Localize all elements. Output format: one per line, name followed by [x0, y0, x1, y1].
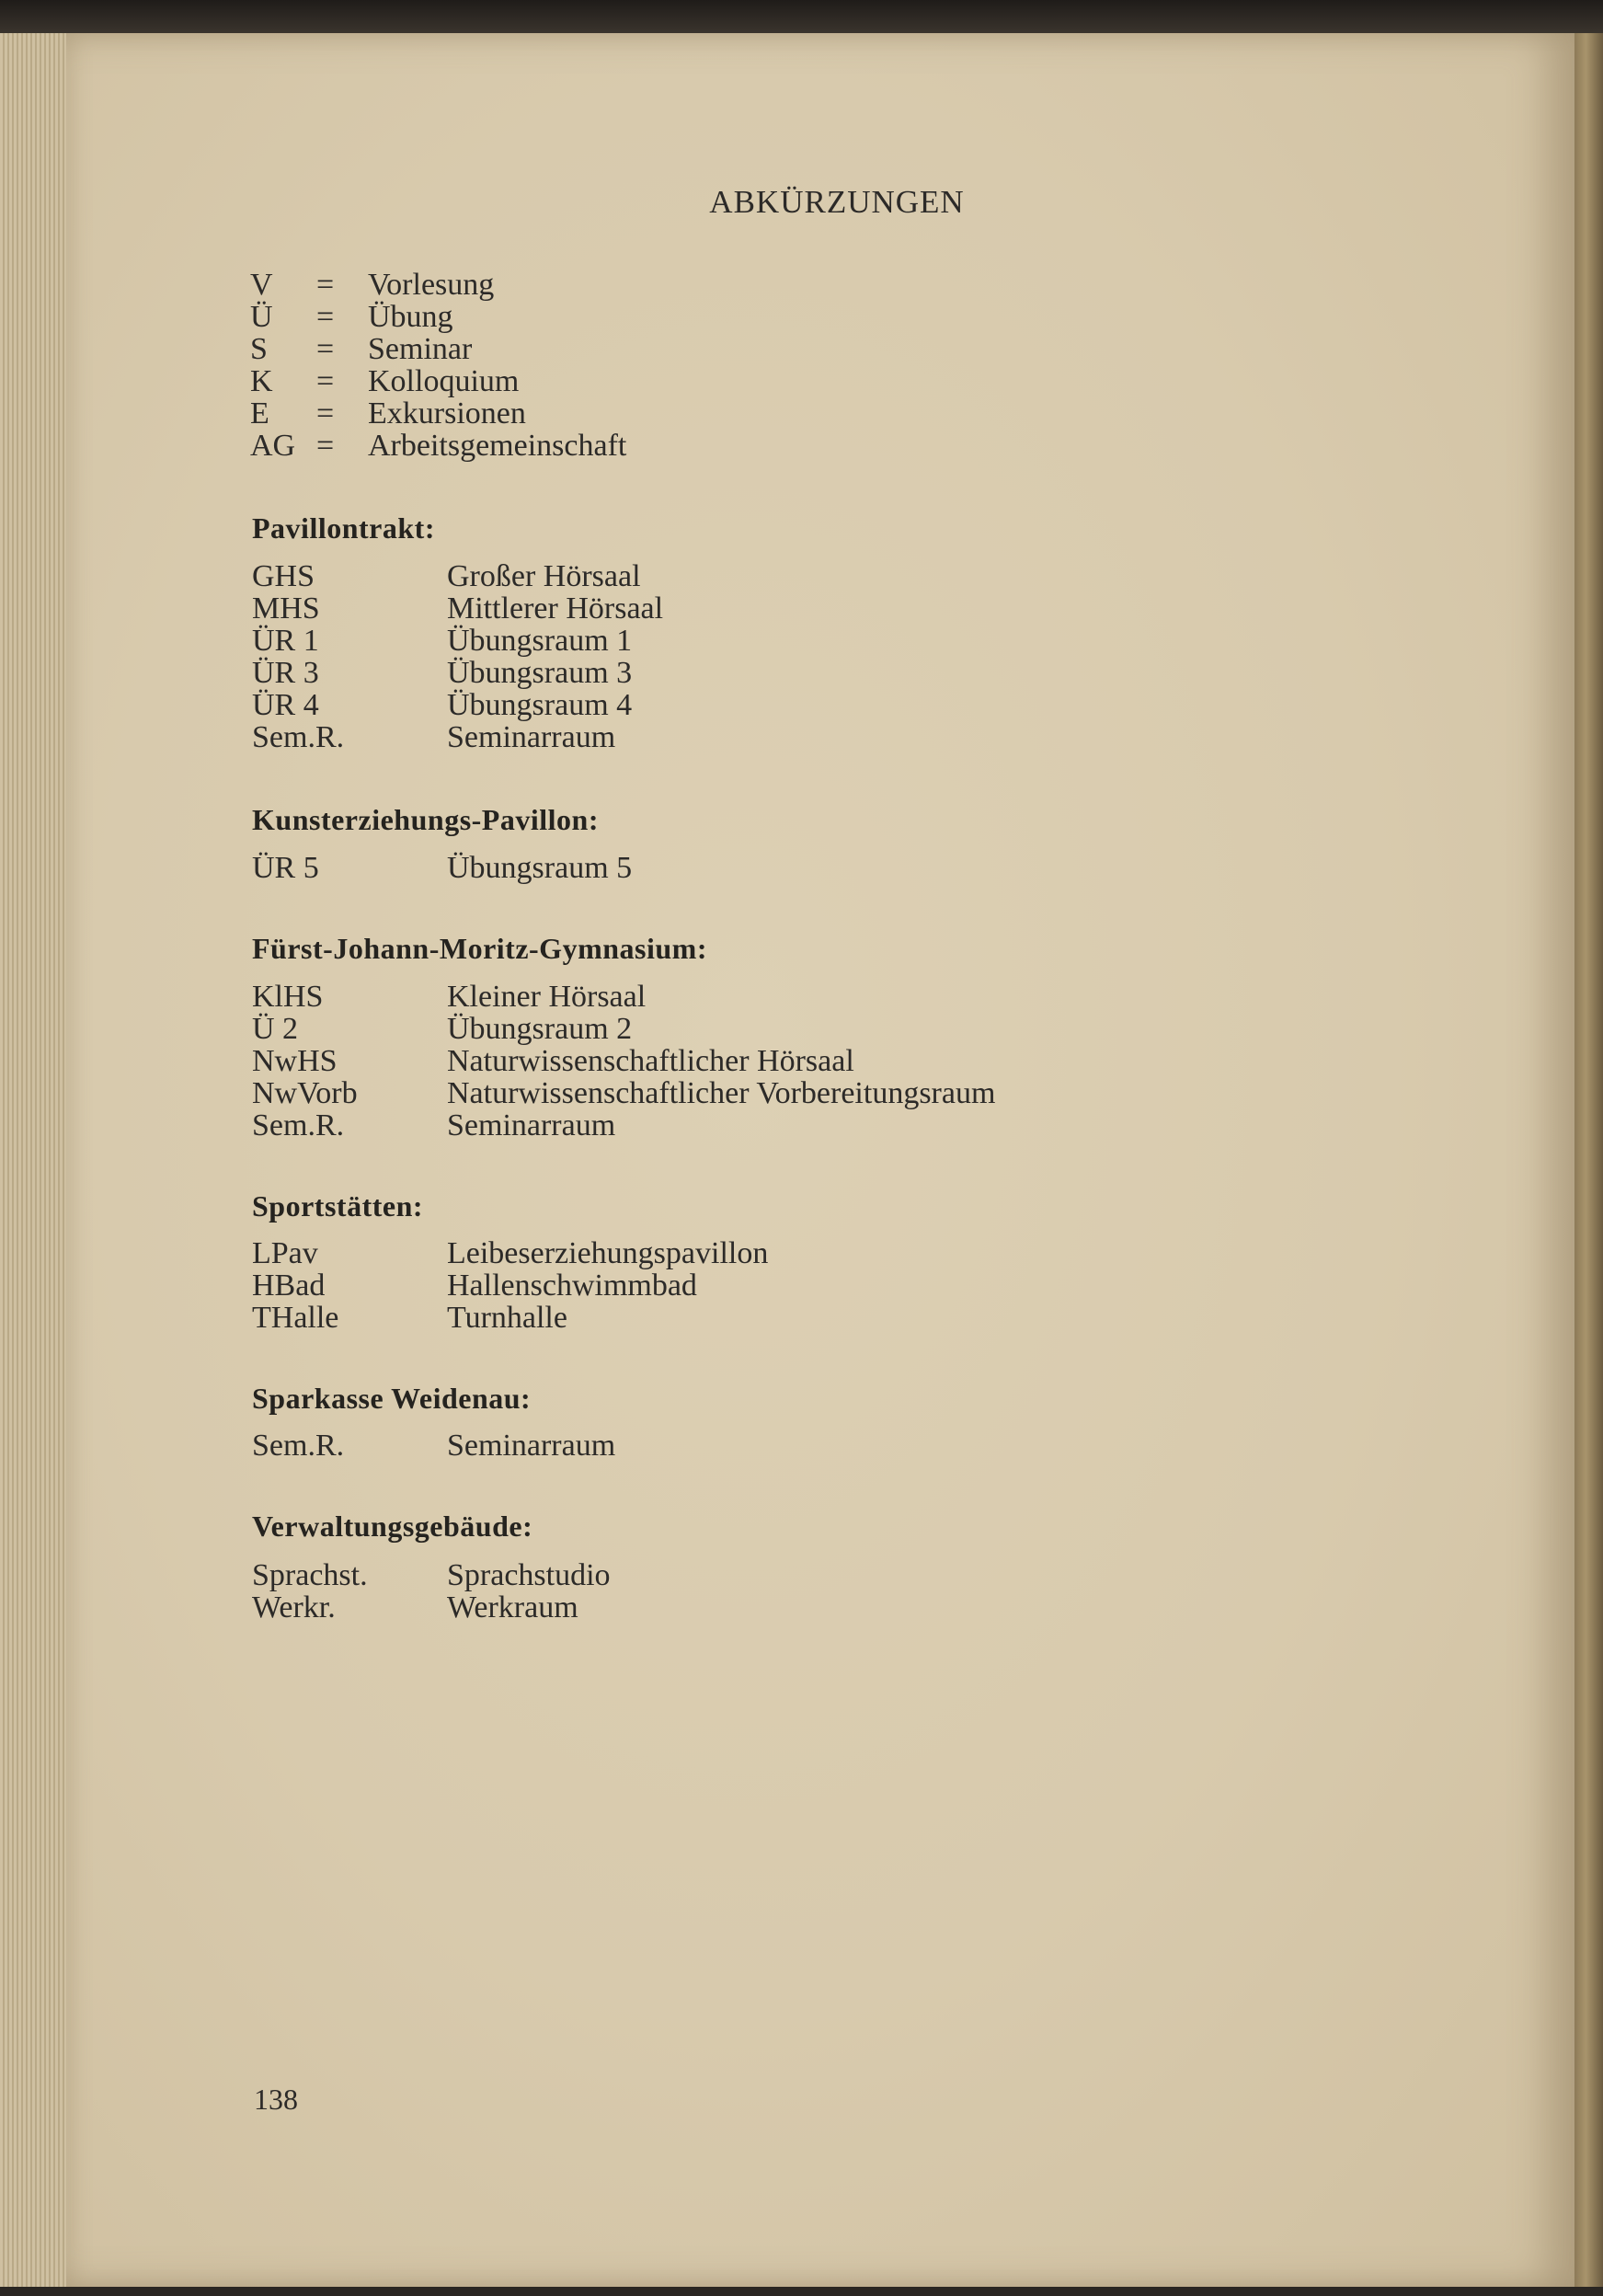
- room-code: ÜR 3: [252, 656, 319, 690]
- room-code: Sem.R.: [252, 1108, 345, 1142]
- room-code: THalle: [252, 1301, 339, 1335]
- room-name: Seminarraum: [447, 1108, 616, 1142]
- room-entry: [252, 657, 663, 689]
- section-heading-sportstaetten: Sportstätten:: [252, 1189, 424, 1223]
- room-entry: [252, 1269, 768, 1302]
- abbreviation-row: [250, 269, 626, 301]
- abbreviation-row: [250, 430, 626, 462]
- room-name: Seminarraum: [447, 720, 616, 754]
- room-code: GHS: [252, 559, 315, 593]
- equals-sign: =: [316, 364, 335, 398]
- section-entries-pavillontrakt: [252, 560, 663, 753]
- page-stack-edge: [0, 33, 74, 2287]
- room-entry: [252, 852, 632, 884]
- room-code: KlHS: [252, 980, 324, 1014]
- abbreviation-row: [250, 397, 626, 430]
- abbreviation-meaning: Exkursionen: [368, 396, 526, 430]
- room-code: MHS: [252, 591, 320, 626]
- abbreviation-meaning: Kolloquium: [368, 364, 520, 398]
- equals-sign: =: [316, 300, 335, 334]
- section-heading-gymnasium: Fürst-Johann-Moritz-Gymnasium:: [252, 932, 707, 965]
- abbreviation-code: AG: [250, 429, 296, 463]
- room-entry: [252, 1237, 768, 1269]
- room-entry: [252, 1013, 995, 1045]
- room-entry: [252, 1302, 768, 1334]
- room-code: ÜR 1: [252, 624, 319, 658]
- room-entry: [252, 1109, 995, 1142]
- book-bottom-edge: [0, 2287, 1603, 2296]
- abbreviation-code: S: [250, 332, 268, 366]
- abbreviation-meaning: Arbeitsgemeinschaft: [368, 429, 627, 463]
- book-gutter: [1574, 33, 1603, 2287]
- room-name: Übungsraum 5: [447, 851, 633, 885]
- room-entry: [252, 592, 663, 625]
- section-entries-verwaltungsgebaeude: [252, 1559, 611, 1624]
- section-entries-kunsterziehungs-pavillon: [252, 852, 632, 884]
- room-name: Übungsraum 3: [447, 656, 633, 690]
- abbreviation-code: E: [250, 396, 269, 430]
- room-name: Übungsraum 2: [447, 1012, 633, 1046]
- abbreviation-meaning: Seminar: [368, 332, 473, 366]
- room-code: Ü 2: [252, 1012, 299, 1046]
- page-number: 138: [254, 2083, 298, 2116]
- room-name: Großer Hörsaal: [447, 559, 641, 593]
- room-code: ÜR 4: [252, 688, 319, 722]
- room-entry: [252, 1429, 615, 1462]
- room-entry: [252, 689, 663, 721]
- section-entries-gymnasium: [252, 981, 995, 1142]
- room-entry: [252, 1077, 995, 1109]
- section-heading-kunsterziehungs-pavillon: Kunsterziehungs-Pavillon:: [252, 803, 599, 836]
- room-code: Werkr.: [252, 1590, 336, 1624]
- room-name: Sprachstudio: [447, 1558, 611, 1592]
- room-entry: [252, 560, 663, 592]
- room-entry: [252, 1591, 611, 1624]
- book-top-edge: [0, 0, 1603, 33]
- room-name: Übungsraum 4: [447, 688, 633, 722]
- abbreviation-meaning: Übung: [368, 300, 453, 334]
- room-code: NwHS: [252, 1044, 338, 1078]
- equals-sign: =: [316, 268, 335, 302]
- abbreviation-code: V: [250, 268, 273, 302]
- room-name: Seminarraum: [447, 1429, 616, 1463]
- room-name: Hallenschwimmbad: [447, 1269, 697, 1303]
- room-code: Sprachst.: [252, 1558, 368, 1592]
- abbreviation-row: [250, 301, 626, 333]
- page-title: ABKÜRZUNGEN: [709, 184, 965, 220]
- room-code: ÜR 5: [252, 851, 319, 885]
- room-name: Leibeserziehungspavillon: [447, 1236, 769, 1270]
- room-name: Mittlerer Hörsaal: [447, 591, 664, 626]
- abbreviation-code: K: [250, 364, 273, 398]
- room-name: Werkraum: [447, 1590, 578, 1624]
- abbreviation-row: [250, 333, 626, 365]
- equals-sign: =: [316, 332, 335, 366]
- abbreviation-row: [250, 365, 626, 397]
- room-entry: [252, 981, 995, 1013]
- room-name: Turnhalle: [447, 1301, 567, 1335]
- room-entry: [252, 721, 663, 753]
- section-heading-pavillontrakt: Pavillontrakt:: [252, 511, 435, 545]
- room-name: Übungsraum 1: [447, 624, 633, 658]
- abbreviation-code: Ü: [250, 300, 273, 334]
- section-heading-verwaltungsgebaeude: Verwaltungsgebäude:: [252, 1510, 533, 1543]
- room-name: Naturwissenschaftlicher Hörsaal: [447, 1044, 854, 1078]
- section-entries-sportstaetten: [252, 1237, 768, 1334]
- room-name: Naturwissenschaftlicher Vorbereitungsraum: [447, 1076, 996, 1110]
- room-entry: [252, 1559, 611, 1591]
- room-name: Kleiner Hörsaal: [447, 980, 647, 1014]
- abbreviation-list: [250, 269, 626, 462]
- room-code: Sem.R.: [252, 1429, 345, 1463]
- room-entry: [252, 1045, 995, 1077]
- room-code: NwVorb: [252, 1076, 358, 1110]
- abbreviation-meaning: Vorlesung: [368, 268, 495, 302]
- room-code: Sem.R.: [252, 720, 345, 754]
- section-entries-sparkasse-weidenau: [252, 1429, 615, 1462]
- section-heading-sparkasse-weidenau: Sparkasse Weidenau:: [252, 1382, 532, 1415]
- room-entry: [252, 625, 663, 657]
- equals-sign: =: [316, 429, 335, 463]
- room-code: HBad: [252, 1269, 326, 1303]
- room-code: LPav: [252, 1236, 318, 1270]
- equals-sign: =: [316, 396, 335, 430]
